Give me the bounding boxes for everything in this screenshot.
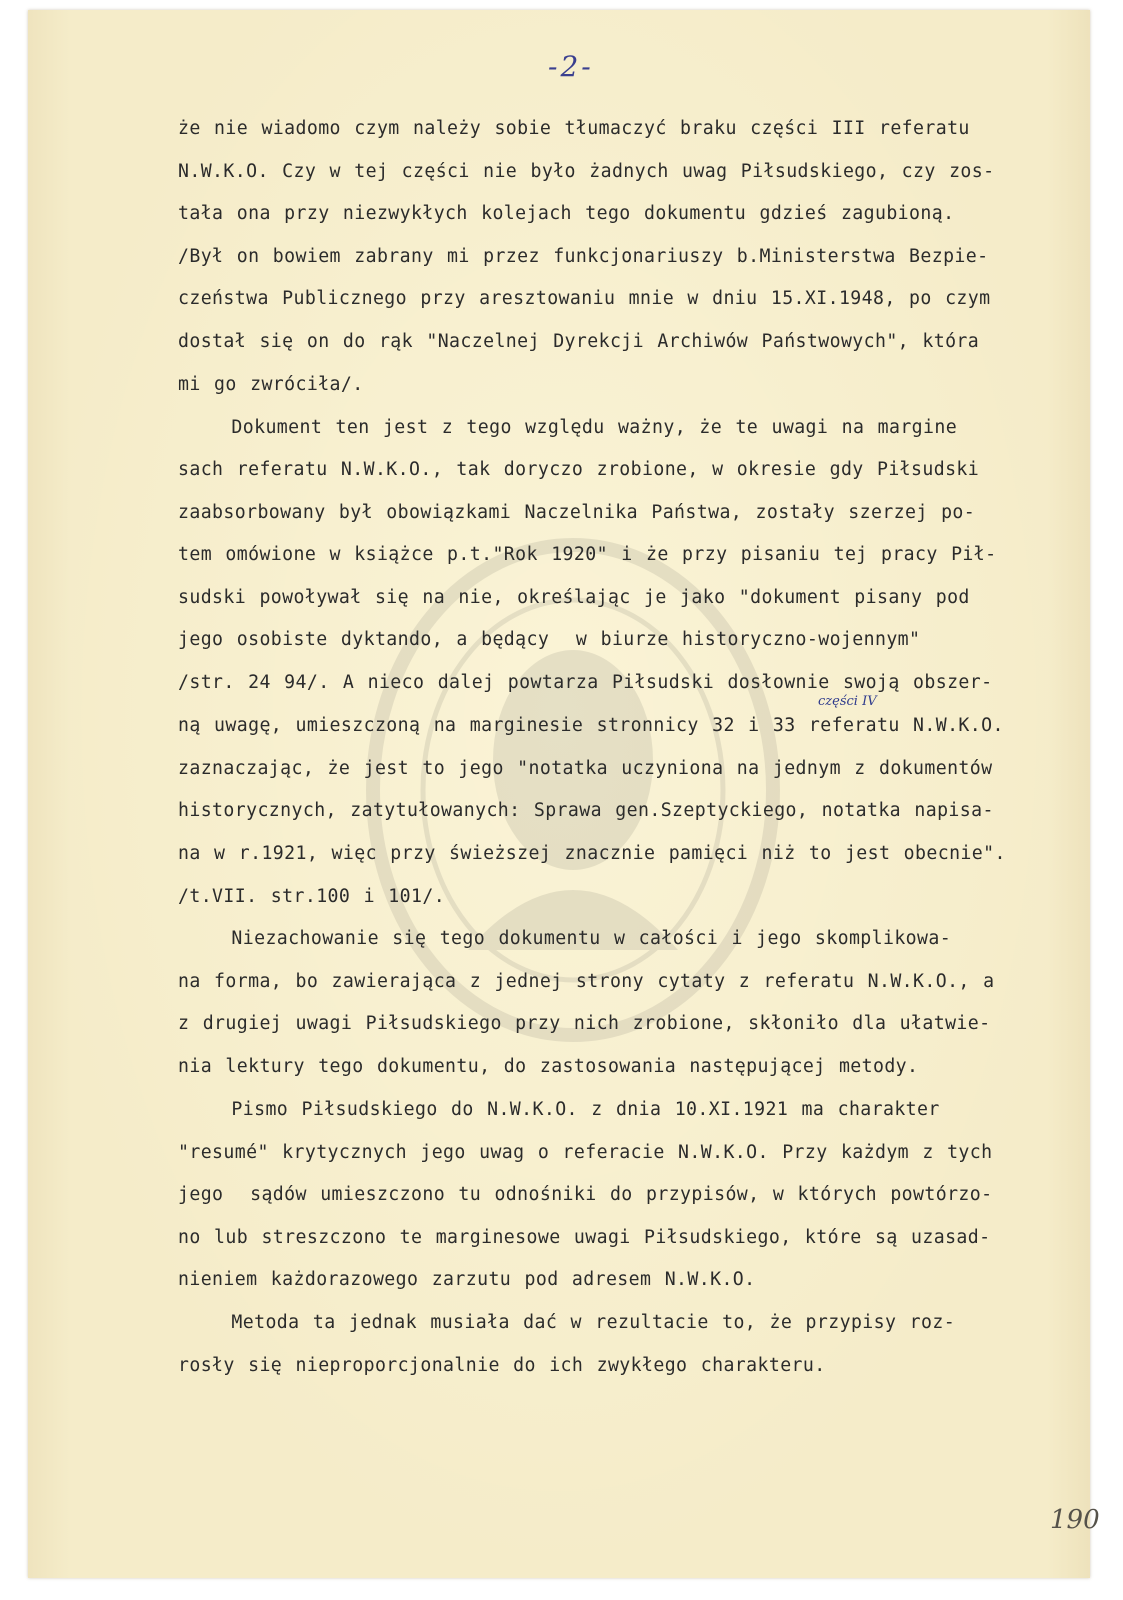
text-line: Niezachowanie się tego dokumentu w całości i jego skomplikowa- [178,928,952,949]
text-line: tała ona przy niezwykłych kolejach tego dokumentu gdzieś zagubioną. [178,203,955,224]
text-line: jego sądów umieszczono tu odnośniki do przypisów, w których powtórzo- [178,1184,993,1205]
text-line: /str. 24 94/. A nieco dalej powtarza Piłsudski dosłownie swoją obszer- [178,672,993,693]
text-line: tem omówione w książce p.t."Rok 1920" i że przy pisaniu tej pracy Pił- [178,544,997,565]
text-line: jego osobiste dyktando, a będący w biurze historyczno-wojennym" [178,629,921,650]
document-sheet [28,10,1100,1578]
text-line: Pismo Piłsudskiego do N.W.K.O. z dnia 10.XI.1921 ma charakter [178,1099,940,1120]
text-line: na w r.1921, więc przy świeższej znacznie pamięci niż to jest obecnie". [178,843,1006,864]
text-line: z drugiej uwagi Piłsudskiego przy nich zrobione, skłoniło dla ułatwie- [178,1013,991,1034]
folio-number: 190 [1050,1505,1100,1535]
text-line: dostał się on do rąk "Naczelnej Dyrekcji Archiwów Państwowych", która [178,331,980,352]
text-line: "resumé" krytycznych jego uwag o referacie N.W.K.O. Przy każdym z tych [178,1142,993,1163]
page-number: -2- [548,50,594,83]
text-line: sach referatu N.W.K.O., tak doryczo zrobione, w okresie gdy Piłsudski [178,459,980,480]
text-line: Metoda ta jednak musiała dać w rezultacie to, że przypisy roz- [178,1312,956,1333]
text-line: zaznaczając, że jest to jego "notatka uczyniona na jednym z dokumentów [178,758,993,779]
text-line: Dokument ten jest z tego względu ważny, że te uwagi na margine [178,417,958,438]
text-line: rosły się nieproporcjonalnie do ich zwykłego charakteru. [178,1355,826,1376]
text-line: /Był on bowiem zabrany mi przez funkcjonariuszy b.Ministerstwa Bezpie- [178,246,989,267]
handwritten-margin-note: części IV [818,694,877,709]
text-line: że nie wiadomo czym należy sobie tłumaczyć braku części III referatu [178,118,970,139]
text-line: sudski powoływał się na nie, określając je jako "dokument pisany pod [178,587,970,608]
text-line: no lub streszczono te marginesowe uwagi Piłsudskiego, które są uzasad- [178,1227,991,1248]
text-line: zaabsorbowany był obowiązkami Naczelnika Państwa, zostały szerzej po- [178,502,976,523]
text-line: historycznych, zatytułowanych: Sprawa gen.Szeptyckiego, notatka napisa- [178,800,994,821]
text-line: mi go zwróciła/. [178,374,364,395]
text-line: N.W.K.O. Czy w tej części nie było żadnych uwag Piłsudskiego, czy zos- [178,161,995,182]
text-line: ną uwagę, umieszczoną na marginesie stronnicy 32 i 33 referatu N.W.K.O. [178,715,1004,736]
text-line: czeństwa Publicznego przy aresztowaniu mnie w dniu 15.XI.1948, po czym [178,288,991,309]
text-line: nieniem każdorazowego zarzutu pod adresem N.W.K.O. [178,1269,756,1290]
text-line: /t.VII. str.100 i 101/. [178,886,446,907]
text-line: na forma, bo zawierająca z jednej strony cytaty z referatu N.W.K.O., a [178,971,995,992]
text-line: nia lektury tego dokumentu, do zastosowania następującej metody. [178,1056,919,1077]
